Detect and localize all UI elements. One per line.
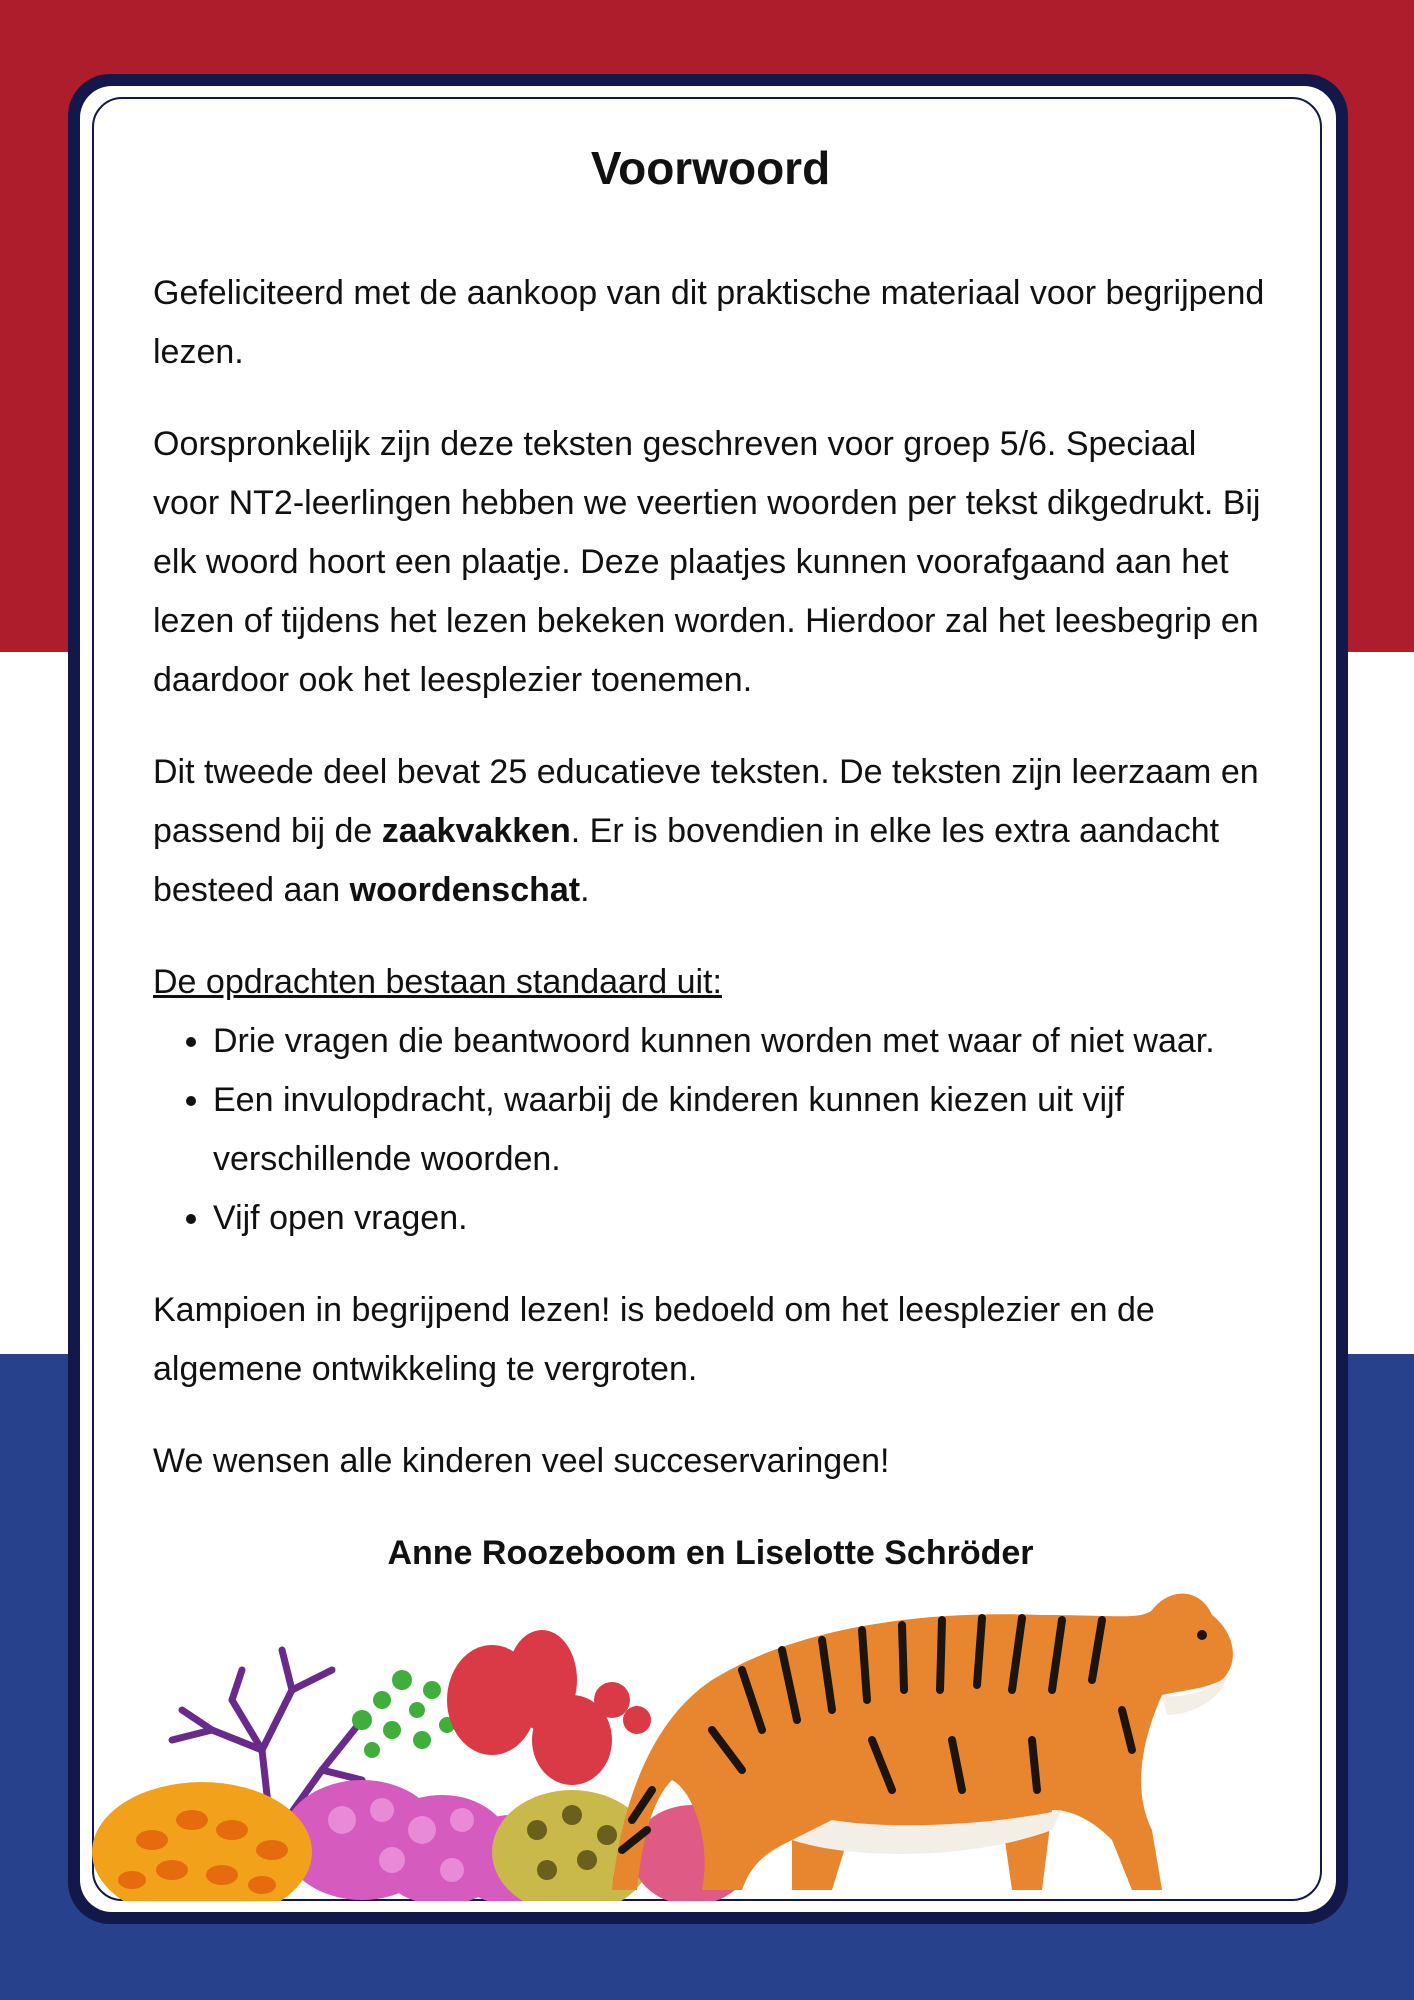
paragraph-origin: Oorspronkelijk zijn deze teksten geschreven voor groep 5/6. Speciaal voor NT2-leerlingen hebben we veertien woorden per tekst dikgedrukt. Bij elk woord hoort een plaatje. Deze plaatjes kunnen voorafgaand aan het lezen of tijdens het lezen bekeken worden. Hierdoor zal het leesbegrip en daardoor ook het leesplezier toenemen. (153, 425, 1261, 699)
page-title: Voorwoord (590, 142, 831, 194)
paragraph-content-part3: . (580, 871, 590, 909)
foreword-content (153, 130, 1268, 1616)
list-item: • Een invulopdracht, waarbij de kinderen kunnen kiezen uit vijf verschillende woorden. (213, 1071, 1268, 1189)
paragraph-content-part1: Dit tweede deel bevat 25 educatieve teksten. De teksten zijn leerzaam en passend bij de (153, 753, 1259, 850)
list-item: • Drie vragen die beantwoord kunnen worden met waar of niet waar. (213, 1012, 1268, 1071)
tiger-icon (612, 1594, 1233, 1890)
illustration-coral-tiger (92, 1590, 1322, 1901)
paragraph-purpose: Kampioen in begrijpend lezen! is bedoeld om het leesplezier en de algemene ontwikkeling te vergroten. (153, 1291, 1155, 1388)
list-heading: De opdrachten bestaan standaard uit: (153, 963, 722, 1001)
paragraph-wish: We wensen alle kinderen veel succeservaringen! (153, 1442, 890, 1480)
list-item: • Vijf open vragen. (213, 1189, 1268, 1248)
paragraph-intro: Gefeliciteerd met de aankoop van dit praktische materiaal voor begrijpend lezen. (153, 274, 1265, 371)
bold-term-zaakvakken: zaakvakken (381, 812, 571, 850)
paragraph-content (153, 743, 1268, 920)
coral-tiger-illustration (92, 1590, 1322, 1901)
bold-term-woordenschat: woordenschat (349, 871, 581, 909)
paragraph-content-part2: . Er is bovendien in elke les extra aandacht besteed aan (153, 812, 1220, 909)
authors-signature: Anne Roozeboom en Liselotte Schröder (387, 1534, 1034, 1572)
assignment-list (153, 1012, 1268, 1248)
